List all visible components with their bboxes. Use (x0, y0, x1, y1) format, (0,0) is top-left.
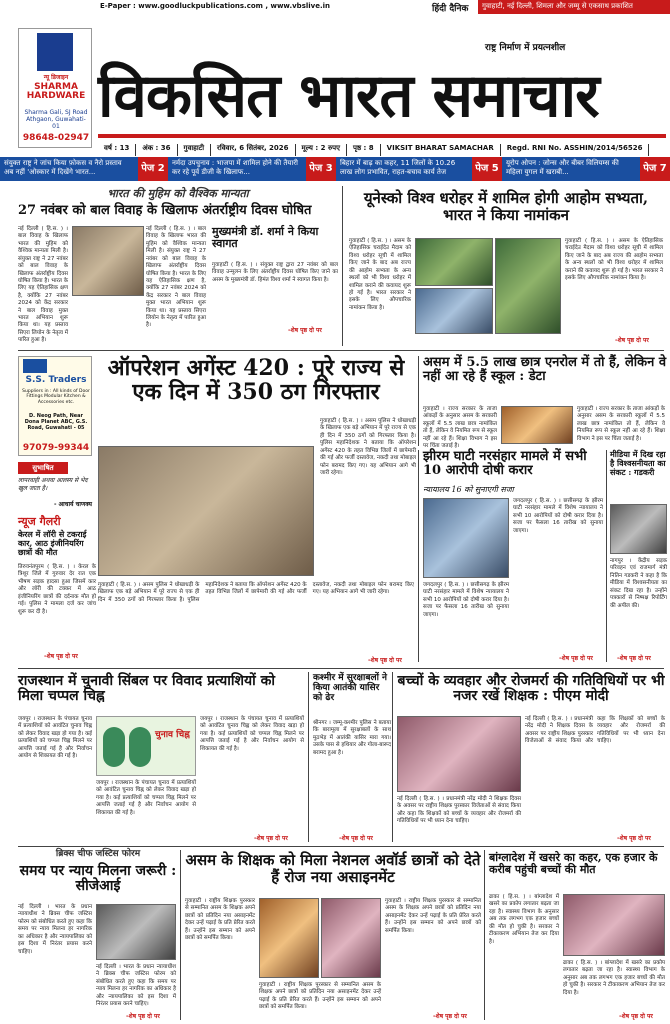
story-body-3: जयपुर । राजस्थान के पंचायत चुनाव में प्रत्याशियों को आवंटित चुनाव चिह्न को लेकर विवाद खड़ा हो गया है। कई प्रत्याशियों को चप्पल चिह्न मिलने पर आपत्ति जताई गई है और निर्वाचन आयोग से शिकायत की गई है। (200, 716, 304, 752)
story-headline[interactable]: मीडिया में दिख रहा है विश्वसनीयता का संकट : गडकरी (610, 449, 666, 477)
story-photo-1 (415, 238, 493, 286)
story-kashmir (308, 672, 390, 842)
story-photo-2 (321, 898, 381, 978)
story-photo (563, 894, 665, 956)
ad-phone: 97079-99344 (22, 443, 90, 453)
story-more-link[interactable]: -शेष पृष्ठ दो पर (288, 327, 322, 334)
ad-address: D. Neog Path, Near Dona Planet ABC, G.S. Road, Guwahati - 05 (24, 413, 88, 431)
story-bangladesh (484, 850, 666, 1020)
story-headline[interactable]: असम में 5.5 लाख छात्र एनरोल में तो हैं, लेकिन वे नहीं आ रहे हैं स्कूल : डेटा (423, 355, 667, 385)
story-more-link[interactable]: -शेष पृष्ठ दो पर (617, 655, 651, 662)
story-operation (98, 356, 458, 666)
story-more-link[interactable]: -शेष पृष्ठ दो पर (619, 1013, 653, 1020)
teaser-page: पेज 7 (640, 157, 670, 181)
story-body: नई दिल्ली । भारत के प्रधान न्यायाधीश ने ब्रिक्स चीफ जस्टिस फोरम को संबोधित करते हुए कहा कि समय पर न्याय मिलना हर नागरिक का अधिकार है और न्यायपालिका को इस दिशा में निरंतर प्रयास करने चाहिए। (18, 904, 92, 955)
teaser-3[interactable] (336, 157, 502, 181)
info-bar (98, 144, 666, 156)
story-body: गुवाहाटी । राष्ट्रीय शिक्षक पुरस्कार से सम्मानित असम के शिक्षक अपने छात्रों को प्रतिदिन नया असाइनमेंट देकर उन्हें पढ़ाई के प्रति प्रेरित करते हैं। उन्होंने इस सम्मान को अपने छात्रों को समर्पित किया। (185, 898, 255, 942)
story-body: नई दिल्ली ( हि.स. ) । प्रधानमंत्री नरेंद्र मोदी ने शिक्षक दिवस के अवसर पर राष्ट्रीय शिक्षक पुरस्कार विजेताओं से संवाद किया और कहा कि शिक्षकों को बच्चों के व्यवहार और रोजमर्रा की गतिविधियों पर भी ध्यान देना चाहिए। (397, 796, 521, 825)
story-body-2: गुवाहाटी । राज्य सरकार के ताजा आंकड़ों के अनुसार असम के सरकारी स्कूलों में 5.5 लाख छात्र नामांकित तो हैं, लेकिन वे नियमित रूप से स्कूल नहीं आ रहे हैं। शिक्षा विभाग ने इस पर चिंता जताई है। (577, 406, 665, 442)
ad-brand-small: न्यू डिजाइन (43, 74, 69, 81)
story-body: गुवाहाटी ( हि.स. ) । असम के ऐतिहासिक चराईदेउ मैदाम को विश्व धरोहर सूची में शामिल किए जाने के बाद अब राज्य की आहोम सभ्यता के अन्य स्थलों को भी विश्व धरोहर में शामिल कराने की कवायद शुरू हो गई है। भारत सरकार ने इसके लिए औपचारिक नामांकन किया है। (349, 238, 411, 311)
teaser-page: पेज 5 (472, 157, 502, 181)
story-more-link[interactable]: -शेष पृष्ठ दो पर (368, 657, 402, 664)
story-more-link[interactable]: -शेष पृष्ठ दो पर (44, 653, 78, 660)
info-city: गुवाहाटी (178, 144, 212, 156)
story-body: जयपुर । राजस्थान के पंचायत चुनाव में प्रत्याशियों को आवंटित चुनाव चिह्न को लेकर विवाद खड़ा हो गया है। कई प्रत्याशियों को चप्पल चिह्न मिलने पर आपत्ति जताई गई है और निर्वाचन आयोग से शिकायत की गई है। (18, 716, 92, 760)
story-unesco (342, 186, 664, 346)
chappal-icon (129, 727, 151, 767)
ss-traders-ad[interactable] (18, 356, 92, 456)
divider (18, 350, 664, 351)
edition-type: हिंदी दैनिक (432, 4, 469, 14)
story-more-link[interactable]: -शेष पृष्ठ दो पर (254, 835, 288, 842)
info-varsh: वर्ष : 13 (98, 144, 136, 156)
story-body: गुवाहाटी ( हि.स. ) । असम पुलिस ने धोखाधड़ी के खिलाफ एक बड़े अभियान में पूरे राज्य से एक ही दिन में 350 ठगों को गिरफ्तार किया है। पुलिस महानिदेशक ने बताया कि ऑपरेशन अगेंस्ट 420 के तहत विभिन्न जिलों में छापेमारी की गई और फर्जी दस्तावेज, नकदी तथा मोबाइल फोन बरामद किए गए। यह अभियान आगे भी जारी रहेगा। (320, 418, 416, 476)
teaser-text: बिहार में बाढ़ का कहर, 11 जिलों के 10.26 लाख लोग प्रभावित, राहत-बचाव कार्य तेज (340, 159, 456, 176)
divider (18, 668, 664, 669)
ad-address: Sharma Gali, SJ Road Athgaon, Guwahati-01 (24, 109, 88, 131)
masthead-tagline: राष्ट्र निर्माण में प्रयत्नशील (485, 43, 566, 53)
story-photo (423, 498, 509, 578)
story-body-2: नई दिल्ली ( हि.स. ) । बाल विवाह के खिलाफ भारत की मुहिम को वैश्विक मान्यता मिली है। संयुक्त राष्ट्र ने 27 नवंबर को बाल विवाह के खिलाफ अंतर्राष्ट्रीय दिवस घोषित किया है। भारत के लिए यह ऐतिहासिक क्षण है, क्योंकि 27 नवंबर 2024 को केंद्र सरकार ने बाल विवाह मुक्त भारत अभियान शुरू किया था। यह प्रस्ताव सिएरा लियोन के नेतृत्व में पारित हुआ है। (146, 226, 206, 329)
teaser-4[interactable] (502, 157, 670, 181)
cm-headline[interactable]: मुख्यमंत्री डॉ. शर्मा ने किया स्वागत (212, 225, 319, 251)
story-kicker: भारत की मुहिम को वैश्विक मान्यता (107, 187, 249, 200)
news-gallery-title: न्यूज गैलरी (18, 514, 96, 529)
story-headline[interactable]: ऑपरेशन अगेंस्ट 420 : पूरे राज्य से एक दिन में 350 ठग गिरफ्तार (107, 355, 405, 406)
story-headline[interactable]: यूनेस्को विश्व धरोहर में शामिल होगी आहोम सभ्यता, भारत ने किया नामांकन (363, 189, 649, 224)
gallery-body: तिरुवनंतपुरम ( हि.स. ) । केरल के त्रिशूर जिले में गुरुवार देर रात एक भीषण सड़क हादसा हुआ जिसमें कार और लॉरी की टक्कर में आठ इंजीनियरिंग छात्रों की दर्दनाक मौत हो गई। पुलिस ने मामला दर्ज कर जांच शुरू कर दी है। (18, 564, 96, 615)
story-body: जगदलपुर ( हि.स. ) । छत्तीसगढ़ के झीरम घाटी नरसंहार मामले में विशेष न्यायालय ने सभी 10 आरोपियों को दोषी करार दिया है। सजा पर फैसला 16 तारीख को सुनाया जाएगा। (513, 498, 603, 534)
teaser-row (0, 157, 670, 181)
story-photo (98, 446, 314, 576)
quote-box (18, 462, 92, 510)
story-body-2: ढाका ( हि.स. ) । बांग्लादेश में खसरे का प्रकोप लगातार बढ़ता जा रहा है। स्वास्थ्य विभाग के अनुसार अब तक लगभग एक हजार बच्चों की मौत हो चुकी है। सरकार ने टीकाकरण अभियान तेज कर दिया है। (563, 960, 665, 996)
story-photo-3 (495, 238, 561, 334)
story-rajasthan (18, 672, 304, 842)
story-cji (18, 850, 178, 1020)
story-body: नई दिल्ली ( हि.स. ) । बाल विवाह के खिलाफ भारत की मुहिम को वैश्विक मान्यता मिली है। संयुक्त राष्ट्र ने 27 नवंबर को बाल विवाह के खिलाफ अंतर्राष्ट्रीय दिवस घोषित किया है। भारत के लिए यह ऐतिहासिक क्षण है, क्योंकि 27 नवंबर 2024 को केंद्र सरकार ने बाल विवाह मुक्त भारत अभियान शुरू किया था। यह प्रस्ताव सिएरा लियोन के नेतृत्व में पारित हुआ है। (18, 226, 68, 344)
story-body-2: नई दिल्ली ( हि.स. ) । प्रधानमंत्री नरेंद्र मोदी ने शिक्षक दिवस के अवसर पर राष्ट्रीय शिक्षक पुरस्कार विजेताओं से संवाद किया और कहा कि शिक्षकों को बच्चों के व्यवहार और रोजमर्रा की गतिविधियों पर भी ध्यान देना चाहिए। (525, 716, 665, 745)
story-more-link[interactable]: -शेष पृष्ठ दो पर (339, 835, 373, 842)
story-modi (392, 672, 666, 842)
gallery-headline[interactable]: केरल में लॉरी से टकराई कार, आठ इंजीनियरिंग छात्रों की मौत (18, 529, 87, 557)
story-body-2: जयपुर । राजस्थान के पंचायत चुनाव में प्रत्याशियों को आवंटित चुनाव चिह्न को लेकर विवाद खड़ा हो गया है। कई प्रत्याशियों को चप्पल चिह्न मिलने पर आपत्ति जताई गई है और निर्वाचन आयोग से शिकायत की गई है। (96, 780, 196, 816)
cities-banner: गुवाहाटी, नई दिल्ली, शिमला और जम्मू से एकसाथ प्रकाशित (478, 0, 670, 14)
traders-logo-icon (23, 359, 47, 373)
quote-author: - आचार्य चाणक्य (53, 501, 92, 508)
quote-label: सुभाषित (18, 462, 68, 474)
chappal-icon (103, 727, 125, 767)
story-more-link[interactable]: -शेष पृष्ठ दो पर (617, 835, 651, 842)
hardware-logo-icon (37, 33, 73, 71)
epaper-link[interactable]: E-Paper : www.goodluckpublications.com , www.vbslive.in (100, 2, 331, 10)
story-headline[interactable]: कश्मीर में सुरक्षाबलों ने किया आतंकी यासिर को ढेर (313, 673, 388, 703)
story-body-3: गुवाहाटी । राष्ट्रीय शिक्षक पुरस्कार से सम्मानित असम के शिक्षक अपने छात्रों को प्रतिदिन नया असाइनमेंट देकर उन्हें पढ़ाई के प्रति प्रेरित करते हैं। उन्होंने इस सम्मान को अपने छात्रों को समर्पित किया। (385, 898, 481, 934)
teaser-1[interactable] (0, 157, 168, 181)
quote-text: लापरवाही अथवा आलस्य से भेद खुल जाता है। (18, 477, 88, 492)
teaser-text: नर्मदा उपचुनाव : भाजपा में शामिल होने की तैयारी कर रहे पूर्व डीजी के खिलाफ... (172, 159, 298, 176)
story-jhiram (418, 450, 604, 662)
story-body: गुवाहाटी । राज्य सरकार के ताजा आंकड़ों के अनुसार असम के सरकारी स्कूलों में 5.5 लाख छात्र नामांकित तो हैं, लेकिन वे नियमित रूप से स्कूल नहीं आ रहे हैं। शिक्षा विभाग ने इस पर चिंता जताई है। (423, 406, 497, 450)
story-body-2: गुवाहाटी ( हि.स. ) । असम के ऐतिहासिक चराईदेउ मैदाम को विश्व धरोहर सूची में शामिल किए जाने के बाद अब राज्य की आहोम सभ्यता के अन्य स्थलों को भी विश्व धरोहर में शामिल कराने की कवायद शुरू हो गई है। भारत सरकार ने इसके लिए औपचारिक नामांकन किया है। (565, 238, 663, 282)
teaser-2[interactable] (168, 157, 336, 181)
teaser-page: पेज 3 (306, 157, 336, 181)
story-more-link[interactable]: -शेष पृष्ठ दो पर (615, 337, 649, 344)
story-photo (96, 904, 176, 960)
ad-brand: S.S. Traders (25, 375, 87, 385)
symbol-label: चुनाव चिह्न (155, 730, 190, 740)
top-bar (0, 0, 670, 14)
story-photo (397, 716, 521, 792)
story-photo-1 (259, 898, 319, 978)
story-schools (418, 355, 667, 450)
ad-desc: Suppliers in : All kinds of Door Fittings Modular Kitchen & Accessories etc. (22, 389, 90, 405)
story-headline[interactable]: 27 नवंबर को बाल विवाह के खिलाफ अंतर्राष्ट्रीय दिवस घोषित (18, 203, 312, 218)
story-body-2: गुवाहाटी । राष्ट्रीय शिक्षक पुरस्कार से सम्मानित असम के शिक्षक अपने छात्रों को प्रतिदिन नया असाइनमेंट देकर उन्हें पढ़ाई के प्रति प्रेरित करते हैं। उन्होंने इस सम्मान को अपने छात्रों को समर्पित किया। (259, 982, 381, 1011)
chappal-symbol-image (96, 716, 196, 776)
story-body-2: जगदलपुर ( हि.स. ) । छत्तीसगढ़ के झीरम घाटी नरसंहार मामले में विशेष न्यायालय ने सभी 10 आरोपियों को दोषी करार दिया है। सजा पर फैसला 16 तारीख को सुनाया जाएगा। (423, 582, 509, 618)
story-headline[interactable]: बांग्लादेश में खसरे का कहर, एक हजार के करीब पहुंची बच्चों की मौत (489, 851, 658, 877)
story-kicker: ब्रिक्स चीफ जस्टिस फोरम (55, 849, 141, 859)
story-photo-2 (415, 288, 493, 334)
info-ank: अंक : 36 (136, 144, 177, 156)
teaser-page: पेज 2 (138, 157, 168, 181)
info-date: रविवार, 6 सितंबर, 2026 (211, 144, 296, 156)
info-regd: Regd. RNI No. ASSHIN/2014/56526 (501, 144, 650, 156)
story-headline[interactable]: बच्चों के व्यवहार और रोजमर्रा की गतिविधियों पर भी नजर रखें शिक्षक : पीएम मोदी (397, 673, 665, 705)
ad-phone: 98648-02947 (22, 133, 90, 143)
story-more-link[interactable]: -शेष पृष्ठ दो पर (433, 1013, 467, 1020)
story-child-marriage (18, 186, 338, 346)
story-gadkari (606, 450, 666, 662)
story-subhead: न्यायालय 16 को सुनाएगी सजा (423, 485, 514, 494)
story-more-link[interactable]: -शेष पृष्ठ दो पर (126, 1013, 160, 1020)
story-more-link[interactable]: -शेष पृष्ठ दो पर (559, 655, 593, 662)
divider (18, 846, 664, 847)
story-photo (501, 406, 573, 444)
masthead-rule (98, 134, 666, 138)
story-body: नागपुर । केंद्रीय सड़क परिवहन एवं राजमार्ग मंत्री नितिन गडकरी ने कहा है कि मीडिया में विश्वसनीयता का संकट दिख रहा है। उन्होंने पत्रकारों से निष्पक्ष रिपोर्टिंग की अपील की। (610, 558, 667, 609)
story-headline[interactable]: झीरम घाटी नरसंहार मामले में सभी 10 आरोपी दोषी करार (423, 449, 587, 479)
story-body: ढाका ( हि.स. ) । बांग्लादेश में खसरे का प्रकोप लगातार बढ़ता जा रहा है। स्वास्थ्य विभाग के अनुसार अब तक लगभग एक हजार बच्चों की मौत हो चुकी है। सरकार ने टीकाकरण अभियान तेज कर दिया है। (489, 894, 559, 945)
info-name-en: VIKSIT BHARAT SAMACHAR (381, 144, 501, 156)
story-body-2: गुवाहाटी ( हि.स. ) । असम पुलिस ने धोखाधड़ी के खिलाफ एक बड़े अभियान में पूरे राज्य से एक ही दिन में 350 ठगों को गिरफ्तार किया है। पुलिस महानिदेशक ने बताया कि ऑपरेशन अगेंस्ट 420 के तहत विभिन्न जिलों में छापेमारी की गई और फर्जी दस्तावेज, नकदी तथा मोबाइल फोन बरामद किए गए। यह अभियान आगे भी जारी रहेगा। (98, 582, 414, 603)
story-body-2: नई दिल्ली । भारत के प्रधान न्यायाधीश ने ब्रिक्स चीफ जस्टिस फोरम को संबोधित करते हुए कहा कि समय पर न्याय मिलना हर नागरिक का अधिकार है और न्यायपालिका को इस दिशा में निरंतर प्रयास करने चाहिए। (96, 964, 176, 1008)
info-pages: पृष्ठ : 8 (347, 144, 381, 156)
teaser-text: संयुक्त राष्ट्र ने जांच किया फ़ोकस व नैरो प्रस्ताव अब नहीं 'ओस्कार में दिखेंगे भारत... (4, 159, 122, 176)
story-headline[interactable]: राजस्थान में चुनावी सिंबल पर विवाद प्रत्याशियों को मिला चप्पल चिह्न (18, 673, 275, 705)
cm-body: गुवाहाटी ( हि.स. ) । संयुक्त राष्ट्र द्वारा 27 नवंबर को बाल विवाह उन्मूलन के लिए अंतर्राष्ट्रीय दिवस घोषित किए जाने का असम के मुख्यमंत्री डॉ. हिमंत विश्व शर्मा ने स्वागत किया है। (212, 262, 338, 283)
story-award (180, 850, 480, 1020)
story-headline[interactable]: समय पर न्याय मिलना जरूरी : सीजेआई (19, 863, 177, 895)
ad-brand: SHARMA HARDWARE (26, 82, 86, 101)
teaser-text: यूरोप ओपन : जोन्स और बीबर विलियम्स की महिला युगल में खराबी... (506, 159, 619, 176)
story-body: श्रीनगर । जम्मू-कश्मीर पुलिस ने बताया कि बारामूला में सुरक्षाबलों के साथ मुठभेड़ में आतंकी यासिर मारा गया। उसके पास से हथियार और गोला-बारूद बरामद हुआ है। (313, 720, 391, 756)
news-gallery (18, 514, 96, 662)
story-photo (72, 226, 144, 296)
story-photo (610, 504, 667, 554)
info-price: मूल्य : 2 रुपए (296, 144, 347, 156)
masthead-title: विकसित भारत समाचार (98, 61, 599, 131)
story-headline[interactable]: असम के शिक्षक को मिला नेशनल अवॉर्ड छात्रों को देते हैं रोज नया असाइनमेंट (185, 851, 481, 886)
sharma-hardware-ad[interactable] (18, 28, 92, 148)
